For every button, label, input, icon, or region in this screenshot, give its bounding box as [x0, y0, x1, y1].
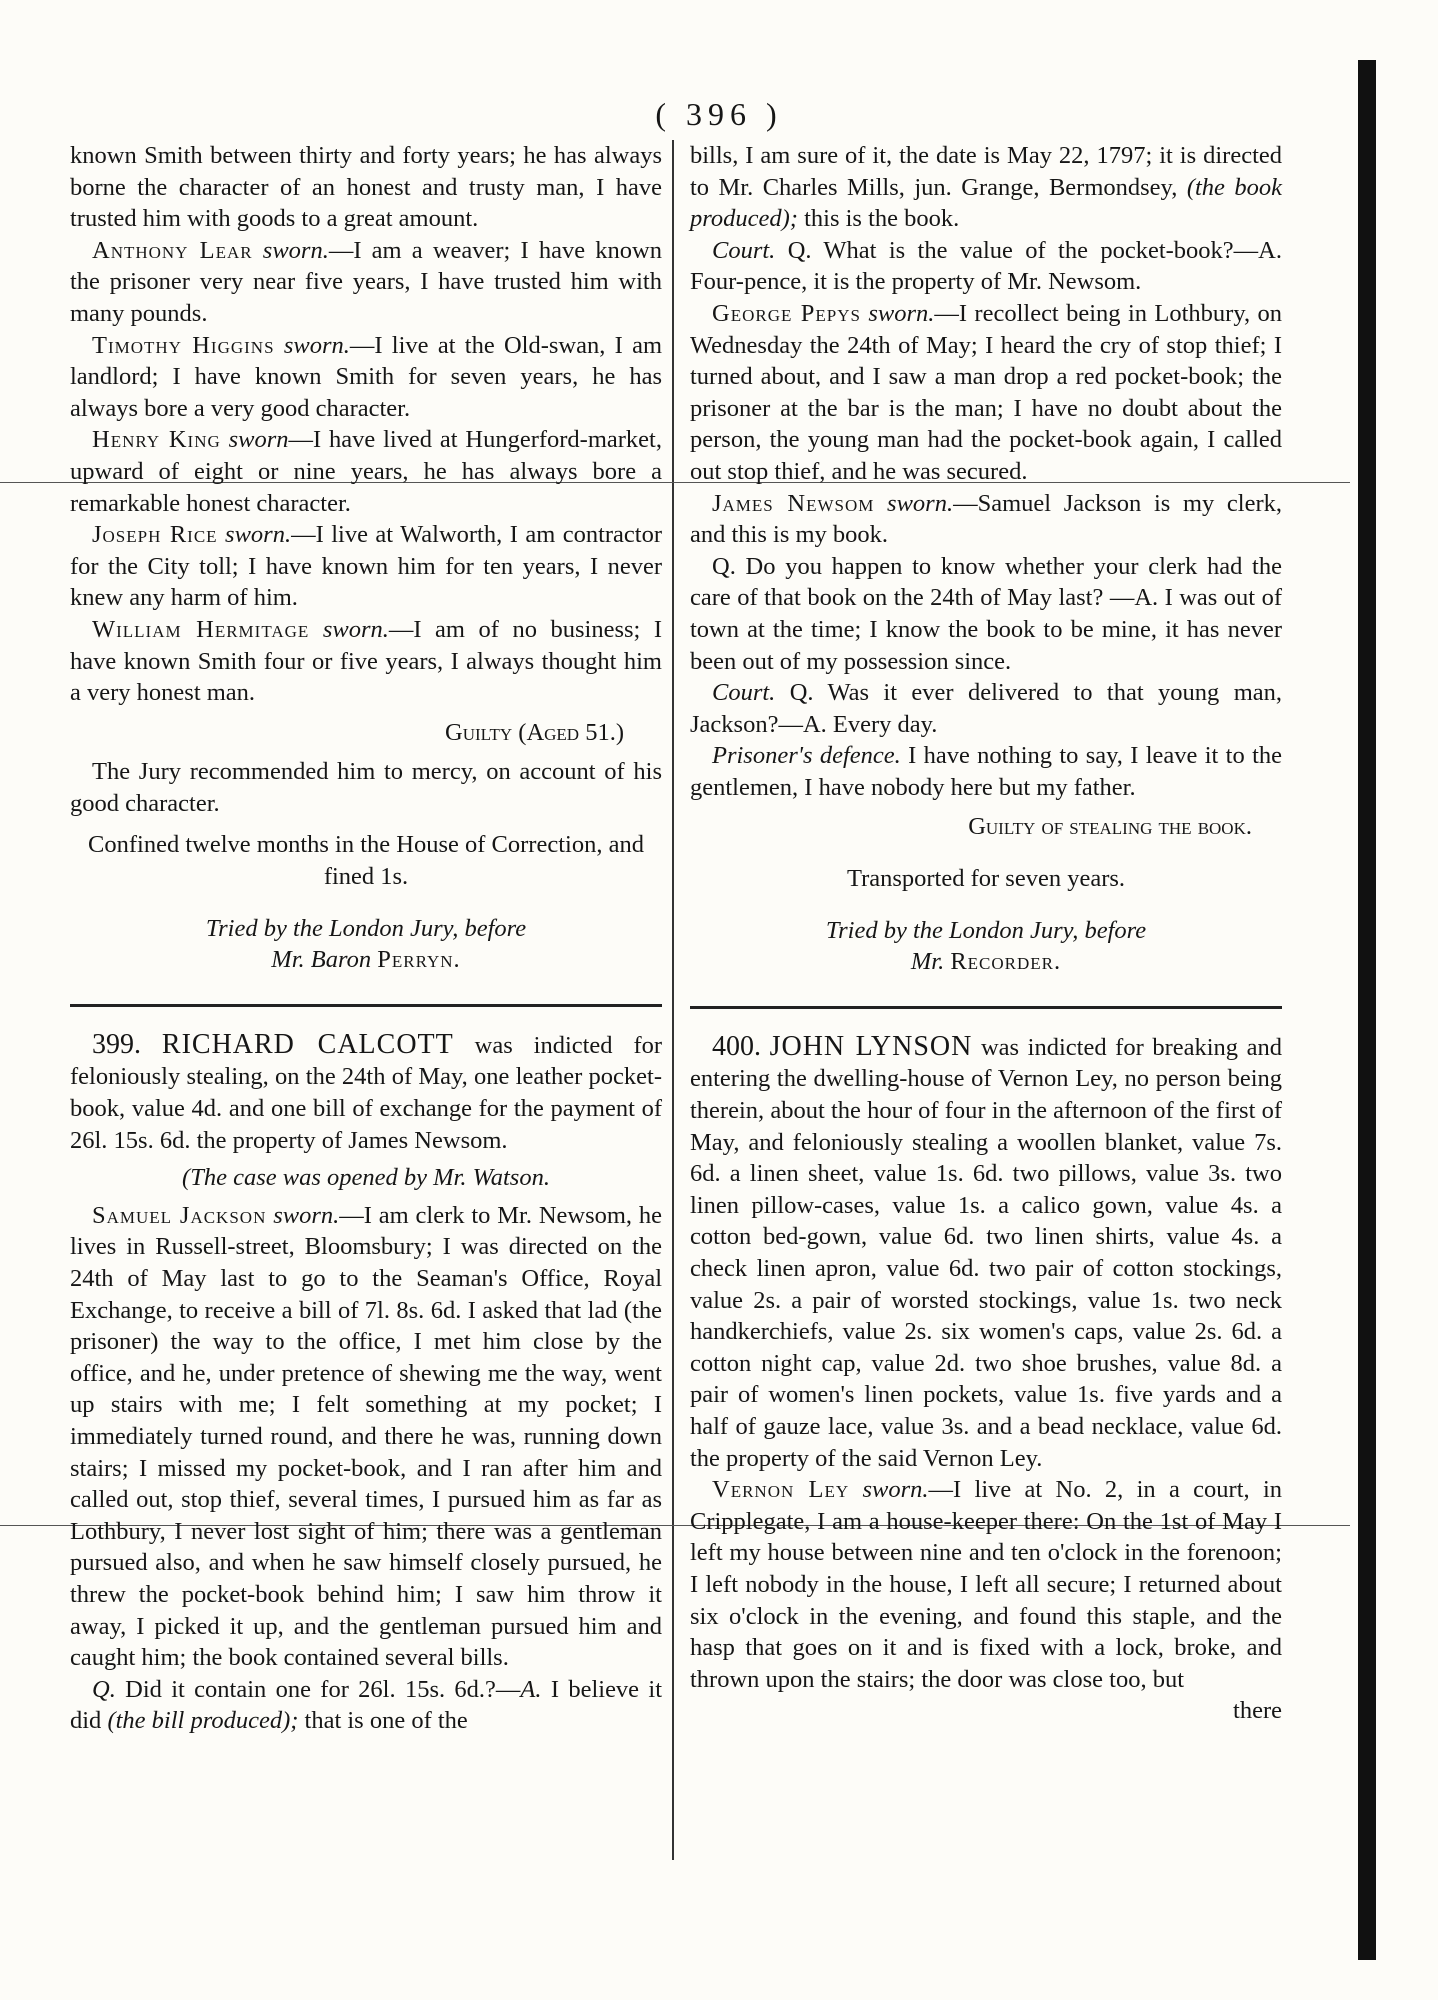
prisoner-defence: Prisoner's defence. I have nothing to say, I leave it to the gentlemen, I have nobody here but my father. [690, 742, 1282, 801]
page-binding-edge [1358, 60, 1376, 1960]
continued-testimony: known Smith between thirty and forty years; he has always borne the character of an honest and trusty man, I have trusted him with goods to a great amount. [70, 142, 662, 233]
testimony-timothy-higgins: Timothy Higgins sworn.—I live at the Old-swan, I am landlord; I have known Smith for seven years, he has always bore a very good character. [70, 331, 663, 422]
tried-by-line: Tried by the London Jury, before [825, 916, 1147, 944]
case-opened-note: (The case was opened by Mr. Watson. [182, 1164, 550, 1192]
jury-recommendation: The Jury recommended him to mercy, on account of his good character. [70, 758, 662, 817]
question-answer: Q. Did it contain one for 26l. 15s. 6d.?—A. I believe it did (the bill produced); that is one of the [70, 1675, 662, 1735]
testimony-henry-king: Henry King sworn—I have lived at Hungerford-market, upward of eight or nine years, he has always bore a remarkable honest character. [70, 426, 662, 517]
left-column [70, 140, 662, 1737]
sentence: Transported for seven years. [846, 865, 1126, 893]
testimony-george-pepys: George Pepys sworn.—I recollect being in Lothbury, on Wednesday the 24th of May; I heard the cry of stop thief; I turned about, and I saw a man drop a red pocket-book; the prisoner at the bar is the man; I have no doubt about the person, the young man had the pocket-book again, I called out stop thief, and he was secured. [690, 299, 1282, 485]
case-400-heading: 400. JOHN LYNSON was indicted for breaking and entering the dwelling-house of Vernon Ley, no person being therein, about the hour of four in the afternoon of the first of May, and feloniously stealing a woollen blanket, value 7s. 6d. a linen sheet, value 1s. 6d. two pillows, value 3s. two linen pillow-cases, value 1s. a calico gown, value 4s. a cotton bed-gown, value 6d. two linen shirts, value 4s. a check linen apron, value 6d. two pair of cotton stockings, value 2s. a pair of worsted stockings, value 1s. two neck handkerchiefs, value 2s. six women's caps, value 2s. 6d. a cotton night cap, value 2d. two shoe brushes, value 8d. a pair of women's linen pockets, value 1s. five yards and a half of gauze lace, value 3s. and a bead necklace, value 6d. the property of the said Vernon Ley. [690, 1030, 1282, 1472]
testimony-joseph-rice: Joseph Rice sworn.—I live at Walworth, I am contractor for the City toll; I have known him for ten years, I never knew any harm of him. [70, 521, 663, 612]
testimony-james-newsom: James Newsom sworn.—Samuel Jackson is my clerk, and this is my book. [690, 489, 1282, 549]
court-question: Court. Q. Was it ever delivered to that young man, Jackson?—A. Every day. [690, 679, 1283, 738]
verdict: Guilty (Aged 51.) [445, 718, 624, 746]
judge-line: Mr. Recorder. [910, 948, 1062, 976]
sentence: Confined twelve months in the House of Correction, and fined 1s. [88, 831, 644, 891]
case-separator [70, 1004, 662, 1007]
catchword: there [1233, 1697, 1282, 1725]
page-number: ( 396 ) [655, 96, 783, 132]
right-column [690, 140, 1282, 1727]
testimony-samuel-jackson: Samuel Jackson sworn.—I am clerk to Mr. Newsom, he lives in Russell-street, Bloomsbury; I was directed on the 24th of May last to go to the Seaman's Office, Royal Exchange, to receive a bill of 7l. 8s. 6d. I asked that lad (the prisoner) the way to the office, I met him close by the office, and he, under pretence of shewing me the way, went up stairs with me; I felt something at my pocket; I immediately turned round, and there he was, running down stairs; I missed my pocket-book, and I ran after him and called out, stop thief, several times, I pursued him as far as Lothbury, I never lost sight of him; there was a gentleman pursued also, and when he saw himself closely pursued, he threw the pocket-book behind him; I saw him throw it away, I picked it up, and the gentleman pursued him and caught him; the book contained several bills. [70, 1201, 663, 1672]
judge-line: Mr. Baron Perryn. [271, 946, 461, 974]
column-divider [672, 140, 674, 1860]
case-399-heading: 399. RICHARD CALCOTT was indicted for feloniously stealing, on the 24th of May, one leather pocket-book, value 4d. and one bill of exchange for the payment of 26l. 15s. 6d. the property of James Newsom. [70, 1028, 663, 1154]
verdict: Guilty of stealing the book. [968, 813, 1252, 841]
tried-by-line: Tried by the London Jury, before [205, 914, 527, 942]
testimony-anthony-lear: Anthony Lear sworn.—I am a weaver; I have known the prisoner very near five years, I have trusted him with many pounds. [70, 236, 662, 327]
continued-testimony: bills, I am sure of it, the date is May 22, 1797; it is directed to Mr. Charles Mills, jun. Grange, Bermondsey, (the book produced); this is the book. [690, 142, 1283, 233]
question-answer: Q. Do you happen to know whether your clerk had the care of that book on the 24th of May last? —A. I was out of town at the time; I know the book to be mine, it has never been out of my possession since. [690, 552, 1282, 675]
testimony-william-hermitage: William Hermitage sworn.—I am of no business; I have known Smith four or five years, I always thought him a very honest man. [70, 615, 663, 707]
testimony-vernon-ley: Vernon Ley sworn.—I live at No. 2, in a court, in Cripplegate, I am a house-keeper there: On the 1st of May I left my house between nine and ten o'clock in the forenoon; I left nobody in the house, I left all secure; I returned about six o'clock in the evening, and found this staple, and the hasp that goes on it and is fixed with a lock, broke, and thrown upon the stairs; the door was close too, but [690, 1476, 1282, 1693]
case-separator [690, 1006, 1282, 1009]
court-question: Court. Q. What is the value of the pocket-book?—A. Four-pence, it is the property of Mr. Newsom. [690, 236, 1282, 296]
